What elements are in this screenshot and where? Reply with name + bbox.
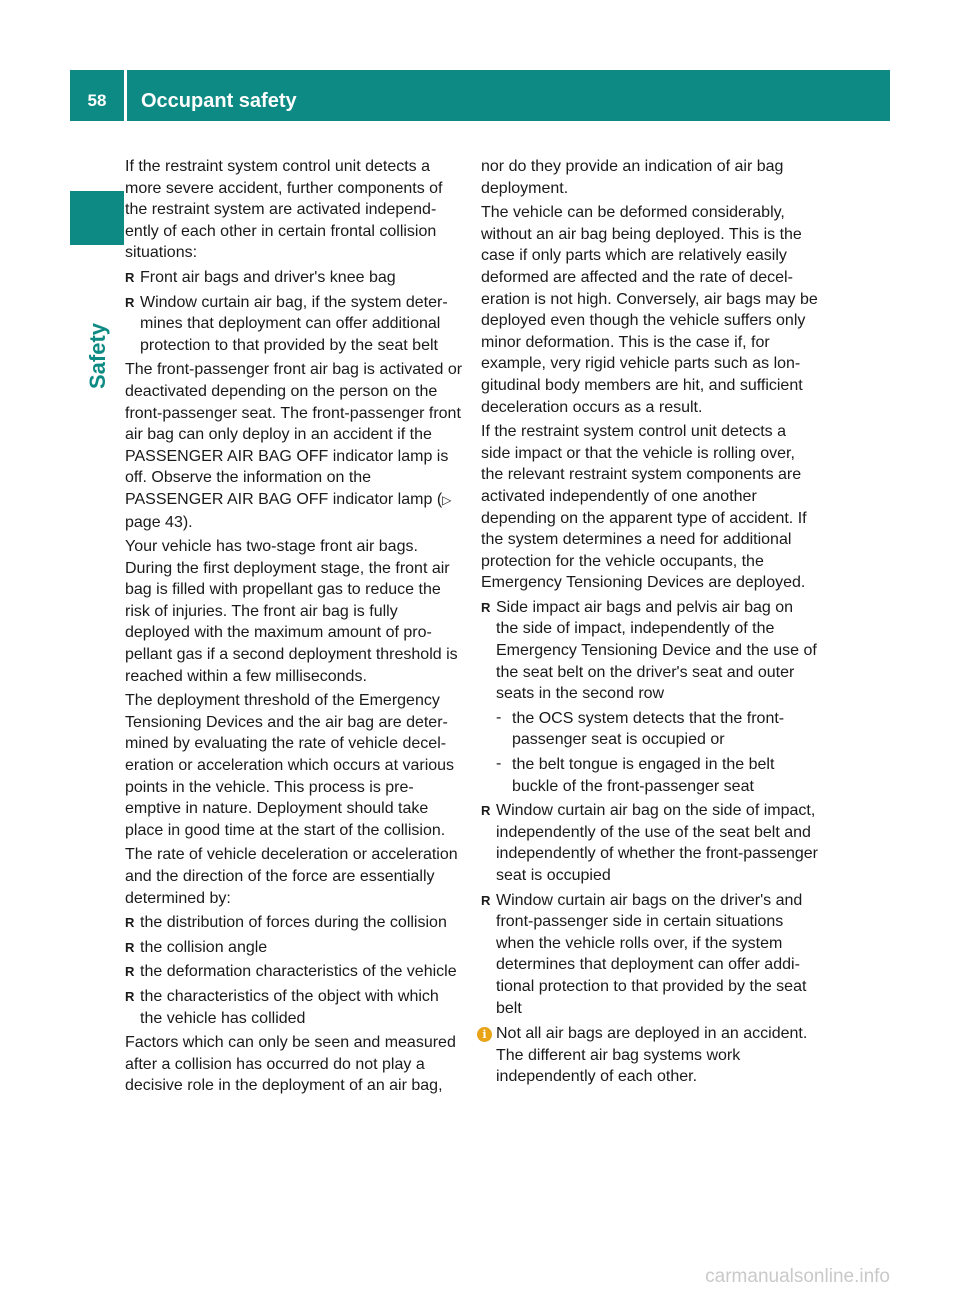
bullet-text: Window curtain air bag, if the system determines that deployment can offer additional protection to that provided by the seat belt: [140, 293, 448, 354]
page-ref-arrow-icon: ▷: [442, 492, 452, 507]
bullet-marker: R: [125, 964, 135, 980]
bullet-item: [125, 267, 463, 289]
watermark: carmanualsonline.info: [705, 1266, 890, 1287]
sub-bullet-item: [481, 754, 819, 797]
dash-marker: -: [496, 755, 502, 773]
paragraph: If the restraint system control unit detects a side impact or that the vehicle is rolling over, the relevant restraint system components are activated independently of one another depending on the apparent type of accident. If the system determines a need for additional protection for the vehicle occupants, the Emergency Tensioning Devices are deployed.: [481, 423, 807, 592]
bullet-text: Front air bags and driver's knee bag: [140, 268, 396, 286]
bullet-item: [481, 597, 819, 705]
bullet-marker: R: [125, 269, 135, 285]
dash-marker: -: [496, 708, 502, 726]
side-tab-block: [70, 191, 124, 245]
bullet-item: [125, 912, 463, 934]
paragraph: The rate of vehicle deceleration or acceleration and the direction of the force are essentially determined by:: [125, 846, 458, 907]
sub-bullet-item: [481, 708, 819, 751]
paragraph: Your vehicle has two-stage front air bags. During the first deployment stage, the front air bag is filled with propellant gas to reduce the risk of injuries. The front air bag is fully deployed with the maximum amount of propellant gas if a second deployment threshold is reached within a few milliseconds.: [125, 538, 458, 685]
paragraph: The vehicle can be deformed considerably, without an air bag being deployed. This is the case if only parts which are relatively easily deformed are affected and the rate of deceleration is not high. Conversely, air bags may be deployed even though the vehicle suffers only minor deformation. This is the case if, for example, very rigid vehicle parts such as longitudinal body members are hit, and sufficient deceleration occurs as a result.: [481, 204, 818, 416]
section-title: Occupant safety: [141, 90, 297, 112]
bullet-item: [125, 937, 463, 959]
bullet-text: Window curtain air bags on the driver's and front-passenger side in certain situations when the vehicle rolls over, if the system determines that deployment can offer additional protection to that provided by the seat belt: [496, 891, 807, 1017]
bullet-text: the collision angle: [140, 938, 268, 956]
side-chapter-label: Safety: [85, 322, 110, 390]
bullet-text: Side impact air bags and pelvis air bag on the side of impact, independently of the Emergency Tensioning Device and the use of the seat belt on the driver's seat and outer seats in the second row: [496, 598, 817, 703]
bullet-marker: R: [481, 892, 491, 908]
paragraph: nor do they provide an indication of air bag deployment.: [481, 158, 784, 197]
bullet-text: the characteristics of the object with which the vehicle has collided: [140, 987, 439, 1027]
info-icon: i: [477, 1027, 492, 1042]
bullet-text: Window curtain air bag on the side of impact, independently of the use of the seat belt and independently of whether the front-passenger seat is occupied: [496, 802, 818, 884]
bullet-marker: R: [125, 939, 135, 955]
bullet-text: the distribution of forces during the collision: [140, 914, 447, 932]
info-note: [481, 1023, 819, 1088]
bullet-marker: R: [125, 294, 135, 310]
right-column: [481, 156, 819, 1088]
bullet-marker: R: [481, 803, 491, 819]
bullet-marker: R: [125, 988, 135, 1004]
paragraph-text: The front-passenger front air bag is activated or deactivated depending on the person on the front-passenger seat. The front-passenger front air bag can only deploy in an accident if the PASSENGER AIR BAG OFF indicator lamp is off. Observe the information on the PASSENGER AIR BAG OFF indicator lamp: [125, 361, 463, 508]
bullet-item: [125, 986, 463, 1029]
bullet-marker: R: [125, 915, 135, 931]
page-number: 58: [87, 91, 107, 110]
bullet-marker: R: [481, 599, 491, 615]
sub-bullet-text: the belt tongue is engaged in the belt buckle of the front-passenger seat: [512, 756, 775, 795]
header-divider: [124, 70, 127, 121]
sub-bullet-text: the OCS system detects that the front-passenger seat is occupied or: [512, 709, 785, 749]
paragraph: [125, 359, 463, 533]
bullet-item: [481, 800, 819, 886]
bullet-text: the deformation characteristics of the vehicle: [140, 963, 457, 981]
bullet-item: [125, 961, 463, 983]
paragraph: The deployment threshold of the Emergency Tensioning Devices and the air bag are determined by evaluating the rate of vehicle deceleration or acceleration which occurs at various points in the vehicle. This process is preemptive in nature. Deployment should take place in good time at the start of the collision.: [125, 692, 455, 839]
info-text: Not all air bags are deployed in an accident. The different air bag systems work independently of each other.: [496, 1025, 808, 1086]
bullet-item: [125, 292, 463, 357]
left-column: [125, 156, 463, 1100]
bullet-item: [481, 890, 819, 1020]
paragraph: Factors which can only be seen and measured after a collision has occurred do not play a decisive role in the deployment of an air bag,: [125, 1034, 456, 1095]
page-ref-open: (: [436, 490, 443, 508]
page-ref-text: page 43).: [125, 513, 193, 531]
paragraph: If the restraint system control unit detects a more severe accident, further components of the restraint system are activated independently of each other in certain frontal collision situations:: [125, 158, 443, 262]
